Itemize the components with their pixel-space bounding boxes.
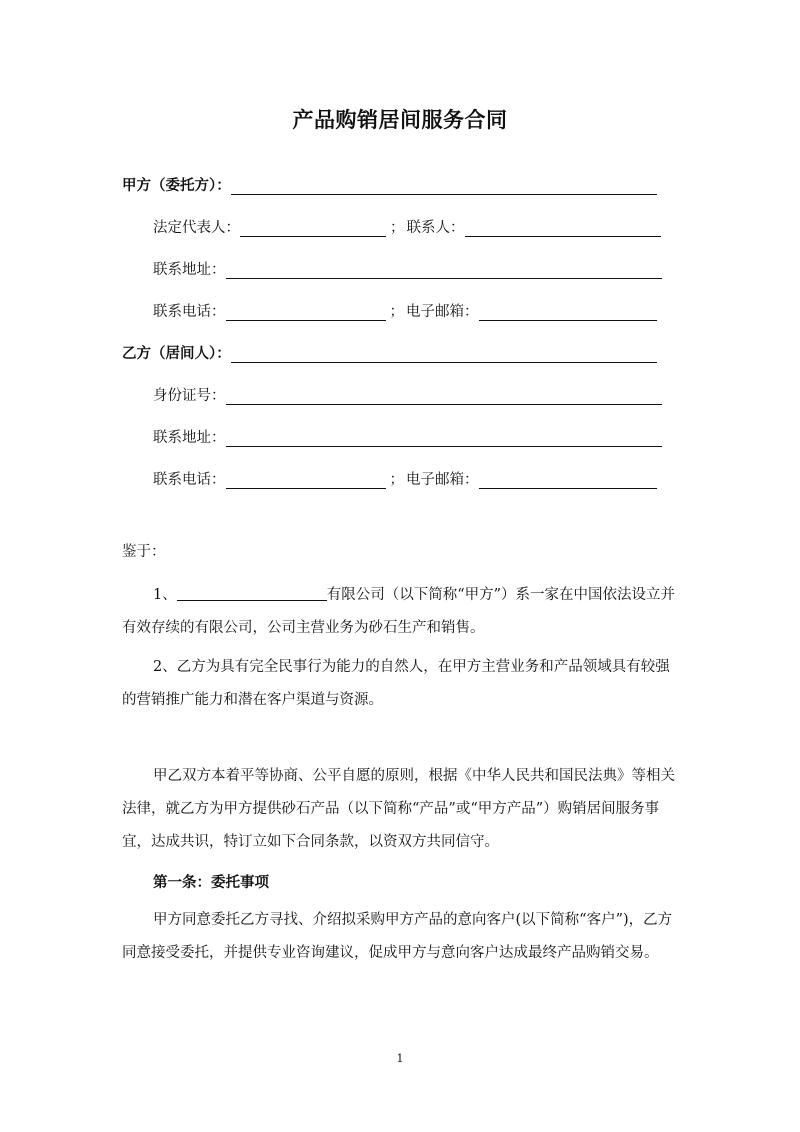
party-b-address-blank[interactable] <box>226 428 662 447</box>
party-a-email-blank[interactable] <box>479 302 657 321</box>
clause-2 <box>122 651 682 717</box>
legal-rep-label: 法定代表人： <box>153 220 240 236</box>
preamble <box>122 760 682 859</box>
party-a-phone-row <box>153 299 657 323</box>
separator: ； <box>389 472 404 488</box>
separator: ； <box>389 304 404 320</box>
party-a-address-row <box>153 257 662 281</box>
article-1-heading: 第一条：委托事项 <box>153 875 269 891</box>
article-1-body <box>122 904 682 970</box>
party-b-address-label: 联系地址： <box>153 430 226 446</box>
party-a-phone-label: 联系电话： <box>153 304 226 320</box>
article-1-body-text: 甲方同意委托乙方寻找、介绍拟采购甲方产品的意向客户(以下简称“客户”)，乙方同意接受委托，并提供专业咨询建议，促成甲方与意向客户达成最终产品购销交易。 <box>122 912 673 961</box>
contact-person-label: 联系人： <box>406 220 465 236</box>
page-number: 1 <box>396 1052 404 1065</box>
party-a-legal-rep-row <box>153 215 661 239</box>
party-a-email-label: 电子邮箱： <box>406 304 479 320</box>
id-number-label: 身份证号： <box>153 388 226 404</box>
party-b-name-blank[interactable] <box>231 344 657 363</box>
id-number-blank[interactable] <box>226 386 662 405</box>
party-a-address-label: 联系地址： <box>153 262 226 278</box>
clause-1 <box>122 579 682 645</box>
party-b-phone-blank[interactable] <box>226 470 386 489</box>
party-b-email-label: 电子邮箱： <box>406 472 479 488</box>
party-a-row <box>122 173 657 197</box>
party-a-name-blank[interactable] <box>231 176 657 195</box>
party-b-row <box>122 341 657 365</box>
company-name-blank[interactable] <box>177 582 327 601</box>
party-b-address-row <box>153 425 662 449</box>
clause-1-text: 有限公司（以下简称“甲方”）系一家在中国依法设立并有效存续的有限公司，公司主营业务为砂石生产和销售。 <box>122 587 676 636</box>
whereas-label: 鉴于： <box>122 544 166 560</box>
legal-rep-blank[interactable] <box>240 218 386 237</box>
party-a-address-blank[interactable] <box>226 260 662 279</box>
preamble-text: 甲乙双方本着平等协商、公平自愿的原则，根据《中华人民共和国民法典》等相关法律，就乙方为甲方提供砂石产品（以下简称“产品”或“甲方产品”）购销居间服务事宜，达成共识，特订立如下合同条款，以资双方共同信守。 <box>122 768 675 850</box>
separator: ； <box>390 220 405 236</box>
document-title: 产品购销居间服务合同 <box>292 108 508 132</box>
party-b-id-row <box>153 383 662 407</box>
clause-2-text: 2、乙方为具有完全民事行为能力的自然人，在甲方主营业务和产品领域具有较强的营销推广能力和潜在客户渠道与资源。 <box>122 659 670 708</box>
party-b-email-blank[interactable] <box>479 470 657 489</box>
party-b-phone-row <box>153 467 657 491</box>
contact-person-blank[interactable] <box>465 218 661 237</box>
party-b-label: 乙方（居间人）： <box>122 346 231 362</box>
party-a-label: 甲方（委托方）： <box>122 178 231 194</box>
clause-1-prefix: 1、 <box>153 587 177 603</box>
party-a-phone-blank[interactable] <box>226 302 386 321</box>
party-b-phone-label: 联系电话： <box>153 472 226 488</box>
